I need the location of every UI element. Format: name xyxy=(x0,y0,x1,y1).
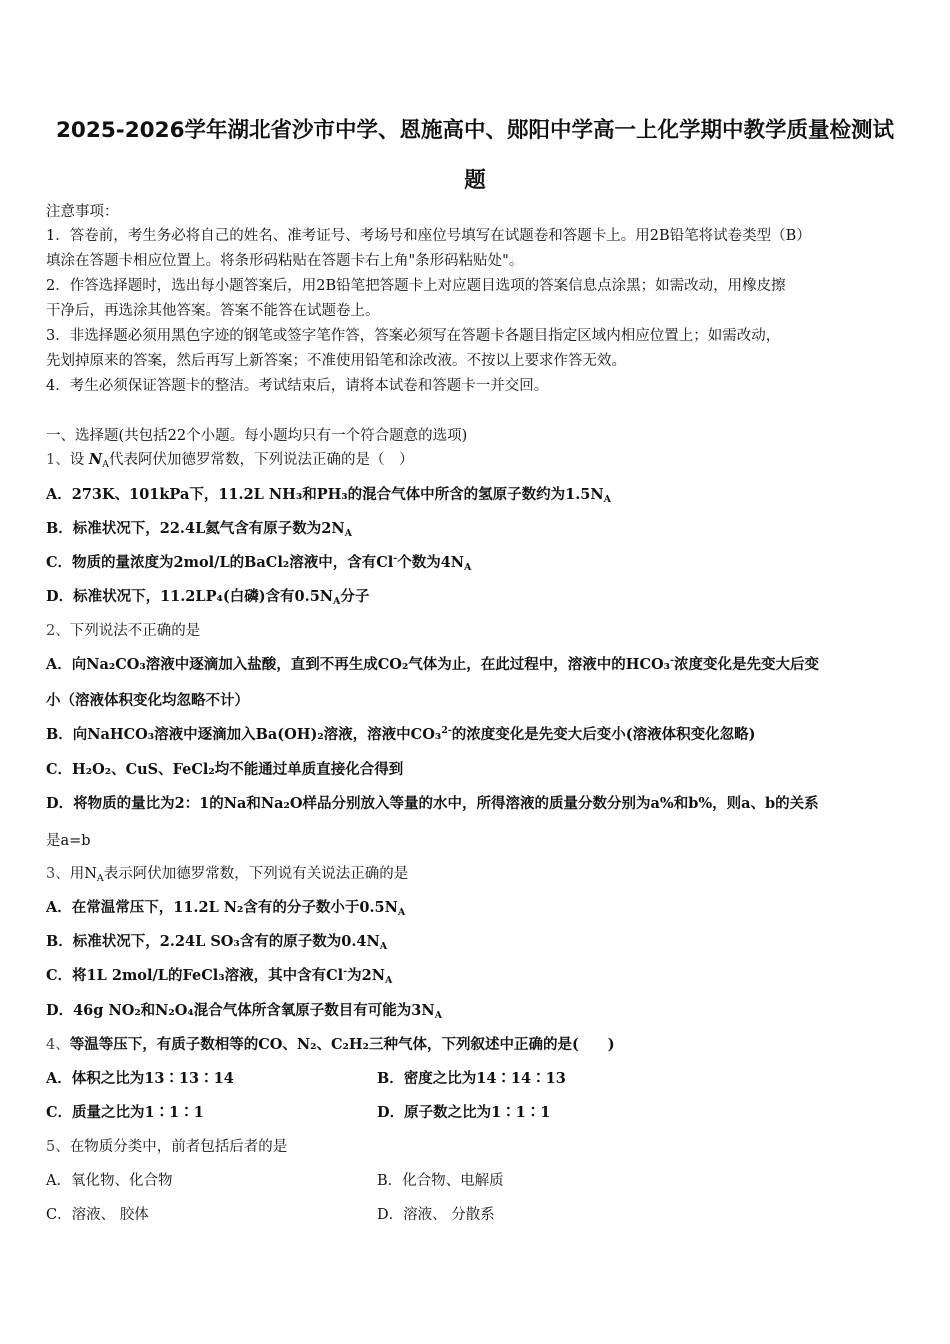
document-title-line-1: 2025-2026学年湖北省沙市中学、恩施高中、郧阳中学高一上化学期中教学质量检测试 xyxy=(55,118,895,143)
question-5-option-a: A．氧化物、化合物 xyxy=(46,1173,173,1189)
notes-line-3: 2．作答选择题时，选出每小题答案后，用2B铅笔把答题卡上对应题目选项的答案信息点涂黑；如需改动，用橡皮擦 xyxy=(46,278,786,294)
question-number: 1、 xyxy=(46,452,70,468)
question-1-option-c: C．物质的量浓度为2mol/L的BaCl₂溶液中，含有Cl-个数为$4N_A$ xyxy=(46,553,472,573)
question-3-stem: 3、用$N_A$表示阿伏加德罗常数，下列说有关说法正确的是 xyxy=(46,866,409,884)
question-number: 4、 xyxy=(46,1037,70,1053)
question-2-option-d-line-2: 是a=b xyxy=(46,833,91,849)
question-5-option-d: D．溶液、 分散系 xyxy=(377,1207,495,1223)
question-4-option-b: B．密度之比为14∶14∶13 xyxy=(377,1070,566,1087)
question-2-option-c: C．H₂O₂、CuS、FeCl₂均不能通过单质直接化合得到 xyxy=(46,761,404,778)
question-number: 3、 xyxy=(46,866,70,882)
notes-line-4: 干净后，再选涂其他答案。答案不能答在试题卷上。 xyxy=(46,303,380,319)
question-3-option-c: C．将1L 2mol/L的FeCl₃溶液，其中含有Cl-为$2N_A$ xyxy=(46,966,393,986)
question-3-option-d: D．46g NO₂和N₂O₄混合气体所含氧原子数目有可能为$3N_A$ xyxy=(46,1002,442,1021)
notes-heading: 注意事项： xyxy=(46,204,119,220)
question-5-stem: 5、在物质分类中，前者包括后者的是 xyxy=(46,1139,288,1155)
question-number: 2、 xyxy=(46,623,70,639)
question-5-option-b: B．化合物、电解质 xyxy=(377,1173,504,1189)
notes-line-5: 3．非选择题必须用黑色字迹的钢笔或签字笔作答，答案必须写在答题卡各题目指定区域内相应位置上；如需改动， xyxy=(46,328,781,344)
notes-line-2: 填涂在答题卡相应位置上。将条形码粘贴在答题卡右上角"条形码粘贴处"。 xyxy=(46,253,524,269)
question-3-option-a: A．在常温常压下，11.2L N₂含有的分子数小于$0.5N_A$ xyxy=(46,899,406,918)
question-4-option-c: C．质量之比为1∶1∶1 xyxy=(46,1104,204,1121)
question-2-option-b: B．向NaHCO₃溶液中逐滴加入Ba(OH)₂溶液，溶液中CO₃$^{2-}$的浓度变化是先变大后变小(溶液体积变化忽略) xyxy=(46,725,756,743)
notes-line-6: 先划掉原来的答案，然后再写上新答案；不准使用铅笔和涂改液。不按以上要求作答无效。 xyxy=(46,353,626,369)
question-1-option-a: A．273K、101kPa下，11.2L NH₃和PH₃的混合气体中所含的氢原子数约为$1.5N_A$ xyxy=(46,486,612,505)
section-heading: 一、选择题(共包括22个小题。每小题均只有一个符合题意的选项) xyxy=(46,428,468,444)
question-2-option-d-line-1: D．将物质的量比为2：1的Na和Na₂O样品分别放入等量的水中，所得溶液的质量分数分别为a%和b%，则a、b的关系 xyxy=(46,795,819,812)
question-1-option-b: B．标准状况下，22.4L氦气含有原子数为$2N_A$ xyxy=(46,520,352,539)
question-4-option-d: D．原子数之比为1∶1∶1 xyxy=(377,1104,551,1121)
question-2-option-a-line-1: A．向Na₂CO₃溶液中逐滴加入盐酸，直到不再生成CO₂气体为止，在此过程中，溶液中的HCO₃-浓度变化是先变大后变 xyxy=(46,655,819,673)
question-3-option-b: B．标准状况下，2.24L SO₃含有的原子数为$0.4N_A$ xyxy=(46,933,388,952)
question-4-option-a: A．体积之比为13∶13∶14 xyxy=(46,1070,234,1087)
question-4-stem: 4、等温等压下，有质子数相等的CO、N₂、C₂H₂三种气体，下列叙述中正确的是( ) xyxy=(46,1036,615,1053)
question-1-option-d: D．标准状况下，11.2LP₄(白磷)含有$0.5N_A$分子 xyxy=(46,588,370,607)
question-5-option-c: C．溶液、 胶体 xyxy=(46,1207,149,1223)
question-number: 5、 xyxy=(46,1139,70,1155)
question-2-stem: 2、下列说法不正确的是 xyxy=(46,623,201,639)
document-title-line-2: 题 xyxy=(464,168,486,193)
notes-line-1: 1．答卷前，考生务必将自己的姓名、准考证号、考场号和座位号填写在试题卷和答题卡上。用2B铅笔将试卷类型（B） xyxy=(46,228,811,244)
question-2-option-a-line-2: 小（溶液体积变化均忽略不计） xyxy=(46,692,249,709)
question-1-stem: 1、设 $N_A$代表阿伏加德罗常数，下列说法正确的是（ ） xyxy=(46,451,414,470)
notes-line-7: 4．考生必须保证答题卡的整洁。考试结束后，请将本试卷和答题卡一并交回。 xyxy=(46,378,549,394)
